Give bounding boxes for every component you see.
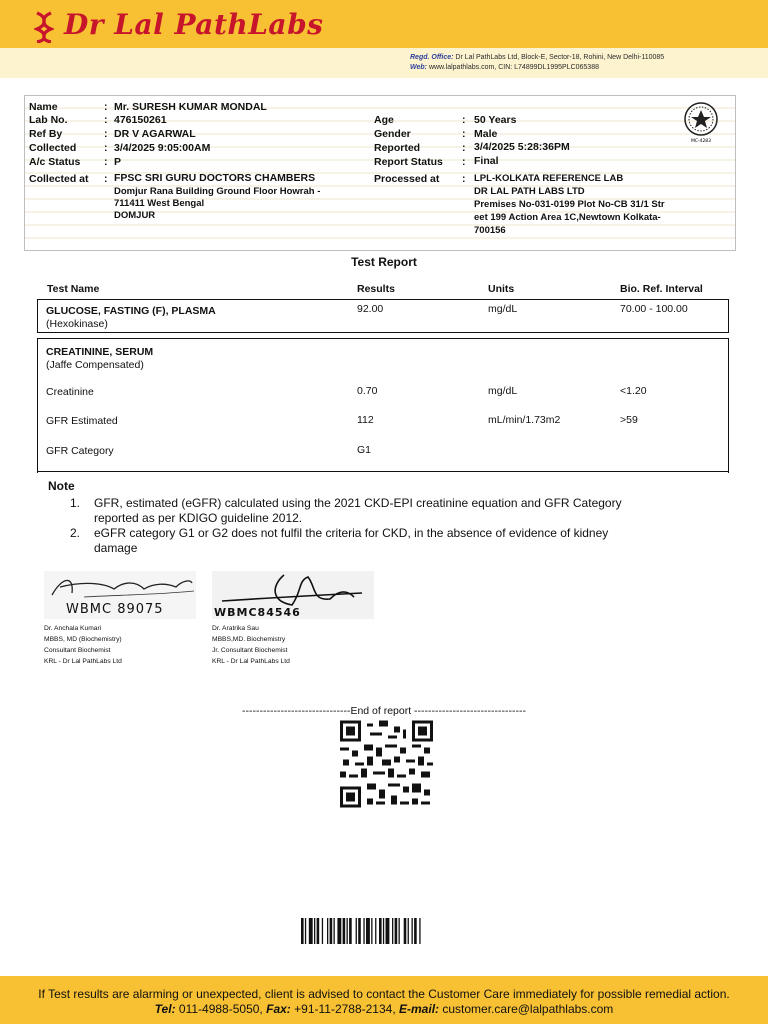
signature-scribble-2 — [212, 571, 374, 611]
office-label: Regd. Office: — [410, 54, 454, 61]
web-cin — [410, 64, 599, 71]
field-label-report-status: Report Status — [374, 156, 443, 168]
signatory-2-name: Dr. Aratrika Sau — [212, 625, 259, 632]
header-address-strip — [0, 48, 768, 78]
signature-2-registration: WBMC84546 — [214, 606, 301, 619]
colon: : — [104, 114, 108, 126]
signatory-1-degree: MBBS, MD (Biochemistry) — [44, 636, 122, 643]
processed-at-line-4: eet 199 Action Area 1C,Newtown Kolkata- — [474, 212, 661, 223]
creatinine-row-result: 0.70 — [357, 385, 378, 397]
field-label-name: Name — [29, 101, 58, 113]
signatory-2-title: Jr. Consultant Biochemist — [212, 647, 288, 654]
col-header-units: Units — [488, 283, 515, 295]
processed-at-line-2: DR LAL PATH LABS LTD — [474, 186, 585, 197]
processed-at-line-1: LPL-KOLKATA REFERENCE LAB — [474, 173, 624, 184]
field-label-age: Age — [374, 114, 394, 126]
signature-1-registration: WBMC 89075 — [66, 602, 164, 617]
note-heading: Note — [48, 479, 75, 493]
signatory-1-name: Dr. Anchala Kumari — [44, 625, 102, 632]
patient-name: Mr. SURESH KUMAR MONDAL — [114, 101, 267, 113]
lab-number: 476150261 — [114, 114, 167, 126]
signature-scribble-1 — [44, 571, 196, 603]
signatory-1-block — [44, 623, 122, 667]
gfr-estimated-range: >59 — [620, 414, 638, 426]
field-label-gender: Gender — [374, 128, 411, 140]
gfr-category-result: G1 — [357, 444, 372, 456]
creatinine-row-name: Creatinine — [46, 386, 94, 398]
referred-by: DR V AGARWAL — [114, 128, 196, 140]
colon: : — [462, 114, 466, 126]
footer-contacts — [0, 1002, 768, 1016]
fax-label: Fax: — [266, 1002, 291, 1016]
signatory-2-block — [212, 623, 290, 667]
creatinine-panel-method: (Jaffe Compensated) — [46, 359, 144, 371]
footer-advisory: If Test results are alarming or unexpected, client is advised to contact the Customer Care immediately for possible remedial action. — [38, 987, 730, 1001]
glucose-test-name: GLUCOSE, FASTING (F), PLASMA — [46, 305, 216, 317]
glucose-unit: mg/dL — [488, 303, 518, 315]
gfr-category-row-name: GFR Category — [46, 445, 114, 457]
dna-helix-icon — [34, 11, 54, 43]
gfr-estimated-row-name: GFR Estimated — [46, 415, 118, 427]
collected-datetime: 3/4/2025 9:05:00AM — [114, 142, 211, 154]
note-number-1: 1. — [70, 496, 81, 510]
barcode-icon — [301, 918, 467, 944]
creatinine-panel-name: CREATININE, SERUM — [46, 346, 154, 358]
tel-number[interactable]: 011-4988-5050, — [178, 1002, 263, 1016]
glucose-range: 70.00 - 100.00 — [620, 303, 688, 315]
colon: : — [104, 173, 108, 185]
tel-label: Tel: — [154, 1002, 176, 1016]
seal-text: MC-4283 — [690, 139, 712, 144]
gfr-estimated-unit: mL/min/1.73m2 — [488, 414, 561, 426]
collected-at-line-4: DOMJUR — [114, 210, 156, 221]
ac-status: P — [114, 156, 122, 168]
note-text-1: GFR, estimated (eGFR) calculated using the 2021 CKD-EPI creatinine equation and GFR Category reported as per KDIGO guideline 2012. — [94, 496, 622, 525]
glucose-result: 92.00 — [357, 303, 384, 315]
accreditation-seal-icon — [683, 101, 719, 145]
field-label-lab-no: Lab No. — [29, 114, 68, 126]
registered-office — [410, 54, 664, 61]
patient-gender: Male — [474, 128, 498, 140]
col-header-test-name: Test Name — [47, 283, 100, 295]
colon: : — [104, 156, 108, 168]
signature-image-1 — [44, 571, 196, 619]
field-label-processed-at: Processed at — [374, 173, 440, 185]
gfr-estimated-result: 112 — [357, 414, 374, 426]
processed-at-line-5: 700156 — [474, 225, 506, 236]
report-status: Final — [474, 155, 499, 167]
signatory-1-title: Consultant Biochemist — [44, 647, 111, 654]
signatory-2-org: KRL - Dr Lal PathLabs Ltd — [212, 658, 290, 665]
patient-age: 50 Years — [474, 114, 517, 126]
email-label: E-mail: — [399, 1002, 440, 1016]
colon: : — [462, 173, 466, 185]
web-label: Web: — [410, 64, 427, 71]
creatinine-row-unit: mg/dL — [488, 385, 518, 397]
collected-at-line-1: FPSC SRI GURU DOCTORS CHAMBERS — [114, 172, 316, 184]
signatory-1-org: KRL - Dr Lal PathLabs Ltd — [44, 658, 122, 665]
office-text: Dr Lal PathLabs Ltd, Block-E, Sector-18, Rohini, New Delhi-110085 — [455, 54, 665, 61]
email-address[interactable]: customer.care@lalpathlabs.com — [442, 1002, 614, 1016]
reported-datetime: 3/4/2025 5:28:36PM — [474, 141, 570, 153]
colon: : — [462, 128, 466, 140]
qr-code-icon — [340, 720, 433, 808]
field-label-ac-status: A/c Status — [29, 156, 81, 168]
glucose-method: (Hexokinase) — [46, 318, 108, 330]
colon: : — [104, 128, 108, 140]
signature-image-2 — [212, 571, 374, 619]
field-label-collected: Collected — [29, 142, 77, 154]
colon: : — [104, 142, 108, 154]
colon: : — [104, 101, 108, 113]
colon: : — [462, 156, 466, 168]
col-header-ref-interval: Bio. Ref. Interval — [620, 283, 703, 295]
brand-logo-text: Dr Lal PathLabs — [64, 8, 324, 41]
field-label-reported: Reported — [374, 142, 421, 154]
col-header-results: Results — [357, 283, 395, 295]
collected-at-line-2: Domjur Rana Building Ground Floor Howrah - — [114, 186, 321, 197]
report-title: Test Report — [351, 255, 417, 269]
collected-at-line-3: 711411 West Bengal — [114, 198, 205, 209]
processed-at-line-3: Premises No-031-0199 Plot No-CB 31/1 Str — [474, 199, 665, 210]
end-of-report: -------------------------------End of report -------------------------------- — [242, 705, 526, 717]
note-number-2: 2. — [70, 526, 81, 540]
fax-number: +91-11-2788-2134, — [294, 1002, 396, 1016]
signatory-2-degree: MBBS,MD. Biochemistry — [212, 636, 286, 643]
creatinine-row-range: <1.20 — [620, 385, 647, 397]
web-text: www.lalpathlabs.com, CIN: L74899DL1995PLC065388 — [428, 64, 599, 71]
note-text-2: eGFR category G1 or G2 does not fulfil the criteria for CKD, in the absence of evidence of kidney damage — [94, 526, 609, 555]
panel-bottom-rule — [37, 471, 729, 472]
colon: : — [462, 142, 466, 154]
field-label-ref-by: Ref By — [29, 128, 63, 140]
field-label-collected-at: Collected at — [29, 173, 89, 185]
